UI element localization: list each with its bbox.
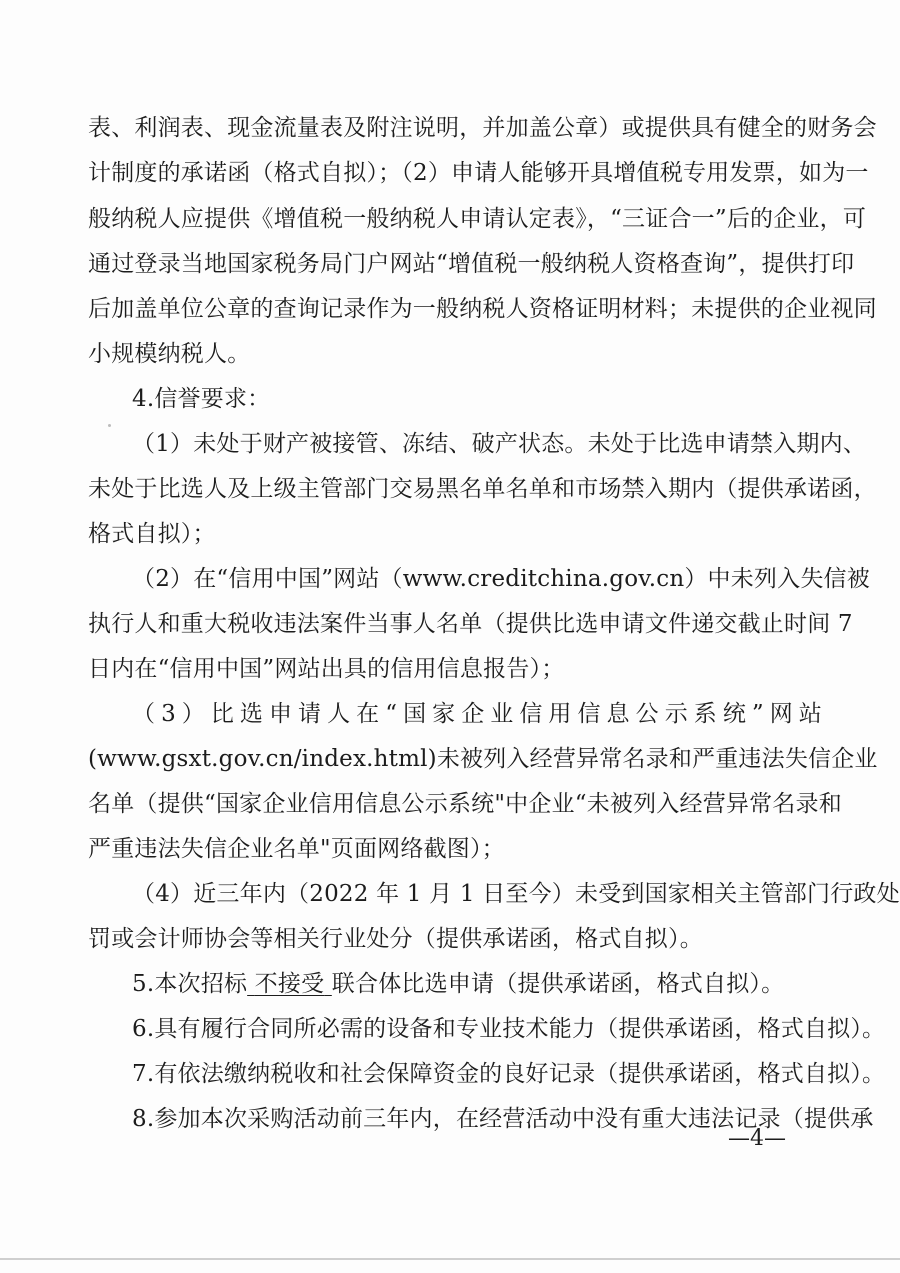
body-line-19: 罚或会计师协会等相关行业处分（提供承诺函，格式自拟）。 [88,926,703,952]
page-number: —4— [728,1126,786,1151]
body-line-6: 小规模纳税人。 [88,341,251,367]
body-line-3: 般纳税人应提供《增值税一般纳税人申请认定表》，“三证合一”后的企业，可 [88,206,867,232]
item-5-underlined [247,971,332,997]
item-6-line: 6.具有履行合同所必需的设备和专业技术能力（提供承诺函，格式自拟）。 [132,1016,886,1042]
item-7-line: 7.有依法缴纳税收和社会保障资金的良好记录（提供承诺函，格式自拟）。 [132,1061,886,1087]
body-line-2: 计制度的承诺函（格式自拟）；（2）申请人能够开具增值税专用发票，如为一 [88,160,869,186]
body-line-16: 名单（提供“国家企业信用信息公示系统"中企业“未被列入经营异常名录和 [88,791,842,817]
section-heading-credit: 4.信誉要求： [132,386,271,412]
item-5-underlined-text: 不接受 [254,971,325,997]
body-line-14: （3）比选申请人在“国家企业信用信息公示系统”网站 [132,701,822,727]
body-line-5: 后加盖单位公章的查询记录作为一般纳税人资格证明材料；未提供的企业视同 [88,296,877,322]
body-line-11: （2）在“信用中国”网站（www.creditchina.gov.cn）中未列入失信被 [132,566,870,592]
body-line-9: 未处于比选人及上级主管部门交易黑名单名单和市场禁入期内（提供承诺函， [88,476,877,502]
body-line-15: (www.gsxt.gov.cn/index.html)未被列入经营异常名录和严重违法失信企业 [88,746,878,772]
page-bottom-edge [0,1258,900,1260]
body-line-12: 执行人和重大税收违法案件当事人名单（提供比选申请文件递交截止时间 7 [88,611,853,637]
body-line-1: 表、利润表、现金流量表及附注说明，并加盖公章）或提供具有健全的财务会 [88,115,877,141]
body-line-18: （4）近三年内（2022 年 1 月 1 日至今）未受到国家相关主管部门行政处 [132,881,900,907]
item-5-line [132,969,822,999]
body-line-4: 通过登录当地国家税务局门户网站“增值税一般纳税人资格查询”，提供打印 [88,251,855,277]
scan-speck [108,424,111,427]
item-5-prefix: 5.本次招标 [132,971,248,997]
body-line-10: 格式自拟）； [88,521,216,547]
body-line-8: （1）未处于财产被接管、冻结、破产状态。未处于比选申请禁入期内、 [132,431,867,457]
item-8-line: 8.参加本次采购活动前三年内，在经营活动中没有重大违法记录（提供承 [132,1106,874,1132]
item-5-suffix: 联合体比选申请（提供承诺函，格式自拟）。 [331,971,785,997]
body-line-13: 日内在“信用中国”网站出具的信用信息报告）； [88,656,565,682]
body-line-17: 严重违法失信企业名单"页面网络截图）； [88,836,505,862]
